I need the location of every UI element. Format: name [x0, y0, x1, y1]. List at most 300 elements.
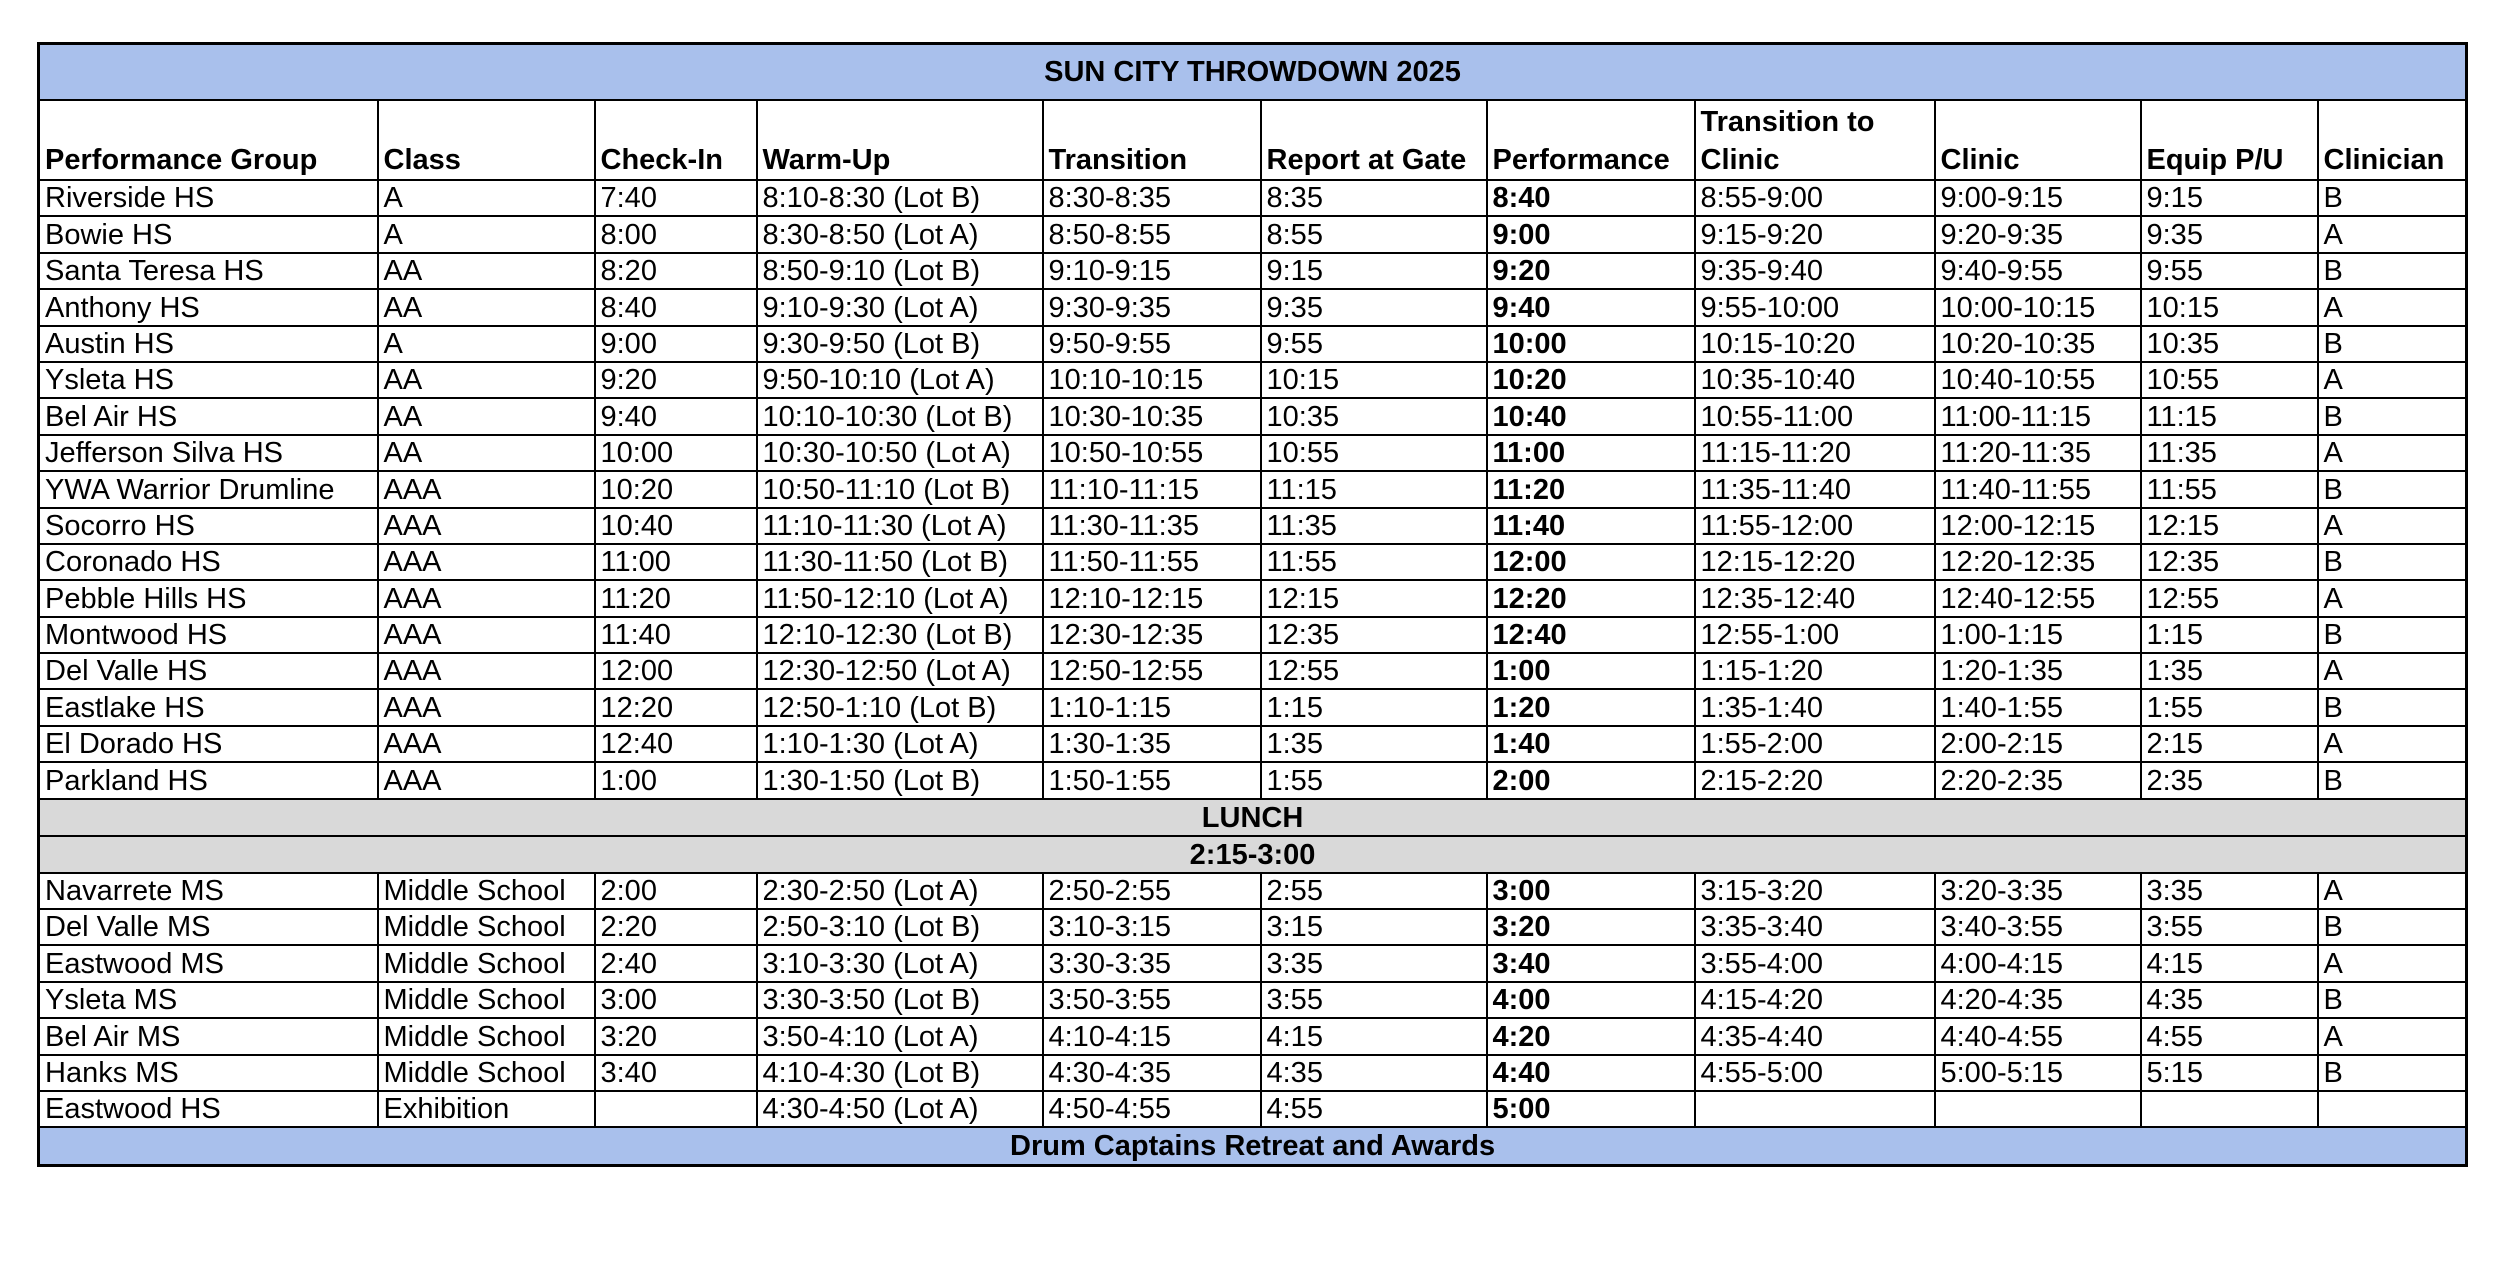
cell-class: AAA	[378, 580, 595, 616]
cell-check-in: 3:20	[595, 1018, 757, 1054]
cell-check-in: 2:40	[595, 945, 757, 981]
cell-performance-group: Eastwood HS	[39, 1091, 378, 1127]
table-row	[39, 435, 2467, 471]
cell-report-at-gate: 9:35	[1261, 289, 1487, 325]
cell-performance-group: Riverside HS	[39, 180, 378, 216]
cell-transition: 3:50-3:55	[1043, 982, 1261, 1018]
cell-performance: 12:20	[1487, 580, 1695, 616]
cell-check-in: 2:20	[595, 909, 757, 945]
cell-clinic: 11:20-11:35	[1935, 435, 2141, 471]
cell-clinician: A	[2318, 726, 2467, 762]
cell-transition-to-clinic: 2:15-2:20	[1695, 762, 1935, 798]
cell-performance: 9:40	[1487, 289, 1695, 325]
cell-transition: 4:30-4:35	[1043, 1055, 1261, 1091]
cell-performance: 2:00	[1487, 762, 1695, 798]
table-row	[39, 1091, 2467, 1127]
cell-clinic: 1:40-1:55	[1935, 689, 2141, 725]
cell-performance-group: Hanks MS	[39, 1055, 378, 1091]
cell-performance-group: Del Valle HS	[39, 653, 378, 689]
cell-transition: 1:50-1:55	[1043, 762, 1261, 798]
cell-warm-up: 9:50-10:10 (Lot A)	[757, 362, 1043, 398]
cell-check-in: 11:40	[595, 617, 757, 653]
cell-class: Exhibition	[378, 1091, 595, 1127]
cell-equip-pu: 10:55	[2141, 362, 2318, 398]
table-row	[39, 362, 2467, 398]
cell-report-at-gate: 1:55	[1261, 762, 1487, 798]
cell-equip-pu: 4:55	[2141, 1018, 2318, 1054]
cell-transition-to-clinic: 9:55-10:00	[1695, 289, 1935, 325]
cell-report-at-gate: 11:15	[1261, 471, 1487, 507]
column-header-performance-group: Performance Group	[39, 100, 378, 180]
cell-clinic: 11:00-11:15	[1935, 398, 2141, 434]
cell-clinic: 1:00-1:15	[1935, 617, 2141, 653]
cell-equip-pu: 4:35	[2141, 982, 2318, 1018]
cell-warm-up: 4:10-4:30 (Lot B)	[757, 1055, 1043, 1091]
cell-performance-group: Anthony HS	[39, 289, 378, 325]
column-header-clinician: Clinician	[2318, 100, 2467, 180]
cell-clinic: 12:00-12:15	[1935, 508, 2141, 544]
cell-equip-pu: 11:15	[2141, 398, 2318, 434]
cell-clinic: 10:40-10:55	[1935, 362, 2141, 398]
column-header-clinic: Clinic	[1935, 100, 2141, 180]
cell-check-in: 2:00	[595, 873, 757, 909]
column-header-performance: Performance	[1487, 100, 1695, 180]
cell-warm-up: 10:50-11:10 (Lot B)	[757, 471, 1043, 507]
cell-report-at-gate: 10:55	[1261, 435, 1487, 471]
cell-performance: 1:00	[1487, 653, 1695, 689]
cell-report-at-gate: 1:35	[1261, 726, 1487, 762]
cell-transition: 10:50-10:55	[1043, 435, 1261, 471]
table-row	[39, 982, 2467, 1018]
cell-transition-to-clinic	[1695, 1091, 1935, 1127]
cell-performance-group: Eastlake HS	[39, 689, 378, 725]
cell-clinician: A	[2318, 216, 2467, 252]
cell-transition: 11:30-11:35	[1043, 508, 1261, 544]
cell-transition: 8:30-8:35	[1043, 180, 1261, 216]
header-row	[39, 100, 2467, 180]
cell-performance-group: Montwood HS	[39, 617, 378, 653]
cell-warm-up: 3:10-3:30 (Lot A)	[757, 945, 1043, 981]
cell-performance: 4:20	[1487, 1018, 1695, 1054]
cell-transition: 3:30-3:35	[1043, 945, 1261, 981]
cell-performance: 12:40	[1487, 617, 1695, 653]
cell-performance-group: YWA Warrior Drumline	[39, 471, 378, 507]
cell-transition: 1:30-1:35	[1043, 726, 1261, 762]
table-row	[39, 617, 2467, 653]
cell-report-at-gate: 8:35	[1261, 180, 1487, 216]
cell-transition: 11:50-11:55	[1043, 544, 1261, 580]
cell-performance: 3:40	[1487, 945, 1695, 981]
cell-warm-up: 4:30-4:50 (Lot A)	[757, 1091, 1043, 1127]
table-row	[39, 253, 2467, 289]
cell-clinician: B	[2318, 326, 2467, 362]
cell-class: A	[378, 180, 595, 216]
cell-transition-to-clinic: 11:55-12:00	[1695, 508, 1935, 544]
cell-clinician: B	[2318, 982, 2467, 1018]
cell-transition: 8:50-8:55	[1043, 216, 1261, 252]
cell-warm-up: 11:50-12:10 (Lot A)	[757, 580, 1043, 616]
table-row	[39, 216, 2467, 252]
cell-transition: 9:10-9:15	[1043, 253, 1261, 289]
cell-clinician: A	[2318, 1018, 2467, 1054]
cell-report-at-gate: 12:55	[1261, 653, 1487, 689]
cell-check-in: 9:00	[595, 326, 757, 362]
cell-clinician	[2318, 1091, 2467, 1127]
table-row	[39, 1018, 2467, 1054]
lunch-band: LUNCH	[39, 799, 2467, 836]
cell-report-at-gate: 12:15	[1261, 580, 1487, 616]
cell-clinician: A	[2318, 873, 2467, 909]
schedule-table	[37, 42, 2468, 1167]
cell-clinician: A	[2318, 362, 2467, 398]
cell-class: AAA	[378, 689, 595, 725]
cell-performance: 3:00	[1487, 873, 1695, 909]
cell-check-in: 7:40	[595, 180, 757, 216]
cell-class: Middle School	[378, 982, 595, 1018]
cell-clinician: A	[2318, 653, 2467, 689]
cell-clinician: A	[2318, 508, 2467, 544]
cell-class: Middle School	[378, 1055, 595, 1091]
cell-check-in	[595, 1091, 757, 1127]
cell-transition: 12:10-12:15	[1043, 580, 1261, 616]
cell-equip-pu: 2:15	[2141, 726, 2318, 762]
table-row	[39, 873, 2467, 909]
cell-report-at-gate: 3:35	[1261, 945, 1487, 981]
table-row	[39, 508, 2467, 544]
cell-clinician: A	[2318, 580, 2467, 616]
cell-report-at-gate: 4:35	[1261, 1055, 1487, 1091]
cell-performance: 3:20	[1487, 909, 1695, 945]
cell-performance: 10:20	[1487, 362, 1695, 398]
cell-transition-to-clinic: 11:35-11:40	[1695, 471, 1935, 507]
cell-clinician: A	[2318, 945, 2467, 981]
cell-equip-pu: 12:35	[2141, 544, 2318, 580]
cell-warm-up: 9:30-9:50 (Lot B)	[757, 326, 1043, 362]
column-header-check-in: Check-In	[595, 100, 757, 180]
cell-clinician: B	[2318, 544, 2467, 580]
cell-performance: 8:40	[1487, 180, 1695, 216]
cell-transition-to-clinic: 1:55-2:00	[1695, 726, 1935, 762]
cell-performance-group: Parkland HS	[39, 762, 378, 798]
table-row	[39, 326, 2467, 362]
table-row	[39, 762, 2467, 798]
cell-equip-pu: 12:15	[2141, 508, 2318, 544]
cell-performance: 12:00	[1487, 544, 1695, 580]
table-row	[39, 289, 2467, 325]
cell-equip-pu: 1:15	[2141, 617, 2318, 653]
column-header-transition-to-clinic: Transition to Clinic	[1695, 100, 1935, 180]
table-row	[39, 1055, 2467, 1091]
cell-clinician: B	[2318, 1055, 2467, 1091]
cell-class: Middle School	[378, 873, 595, 909]
table-row	[39, 945, 2467, 981]
cell-transition: 4:50-4:55	[1043, 1091, 1261, 1127]
cell-transition: 4:10-4:15	[1043, 1018, 1261, 1054]
cell-warm-up: 10:30-10:50 (Lot A)	[757, 435, 1043, 471]
cell-warm-up: 11:10-11:30 (Lot A)	[757, 508, 1043, 544]
cell-performance-group: Del Valle MS	[39, 909, 378, 945]
cell-report-at-gate: 8:55	[1261, 216, 1487, 252]
cell-clinic: 4:40-4:55	[1935, 1018, 2141, 1054]
cell-transition-to-clinic: 12:35-12:40	[1695, 580, 1935, 616]
cell-report-at-gate: 4:55	[1261, 1091, 1487, 1127]
cell-clinician: B	[2318, 909, 2467, 945]
cell-equip-pu	[2141, 1091, 2318, 1127]
cell-equip-pu: 11:35	[2141, 435, 2318, 471]
column-header-warm-up: Warm-Up	[757, 100, 1043, 180]
cell-equip-pu: 3:35	[2141, 873, 2318, 909]
cell-performance-group: Austin HS	[39, 326, 378, 362]
cell-transition-to-clinic: 1:15-1:20	[1695, 653, 1935, 689]
cell-transition-to-clinic: 10:15-10:20	[1695, 326, 1935, 362]
cell-class: Middle School	[378, 909, 595, 945]
table-row	[39, 180, 2467, 216]
cell-clinic: 5:00-5:15	[1935, 1055, 2141, 1091]
cell-clinic: 3:20-3:35	[1935, 873, 2141, 909]
cell-report-at-gate: 11:35	[1261, 508, 1487, 544]
cell-class: A	[378, 216, 595, 252]
cell-check-in: 10:40	[595, 508, 757, 544]
cell-clinic: 3:40-3:55	[1935, 909, 2141, 945]
column-header-transition: Transition	[1043, 100, 1261, 180]
cell-class: AAA	[378, 471, 595, 507]
cell-performance: 9:00	[1487, 216, 1695, 252]
cell-class: AA	[378, 362, 595, 398]
cell-check-in: 3:00	[595, 982, 757, 1018]
cell-warm-up: 11:30-11:50 (Lot B)	[757, 544, 1043, 580]
cell-transition: 3:10-3:15	[1043, 909, 1261, 945]
cell-performance: 5:00	[1487, 1091, 1695, 1127]
cell-report-at-gate: 2:55	[1261, 873, 1487, 909]
cell-warm-up: 8:50-9:10 (Lot B)	[757, 253, 1043, 289]
cell-clinician: B	[2318, 471, 2467, 507]
cell-performance: 4:40	[1487, 1055, 1695, 1091]
cell-clinician: B	[2318, 398, 2467, 434]
cell-check-in: 3:40	[595, 1055, 757, 1091]
cell-transition-to-clinic: 3:55-4:00	[1695, 945, 1935, 981]
cell-class: AA	[378, 289, 595, 325]
cell-class: AAA	[378, 617, 595, 653]
cell-clinician: A	[2318, 435, 2467, 471]
cell-check-in: 8:00	[595, 216, 757, 252]
cell-report-at-gate: 9:15	[1261, 253, 1487, 289]
cell-clinic	[1935, 1091, 2141, 1127]
cell-transition-to-clinic: 12:55-1:00	[1695, 617, 1935, 653]
cell-report-at-gate: 11:55	[1261, 544, 1487, 580]
cell-report-at-gate: 12:35	[1261, 617, 1487, 653]
cell-performance: 9:20	[1487, 253, 1695, 289]
cell-clinic: 12:40-12:55	[1935, 580, 2141, 616]
column-header-report-at-gate: Report at Gate	[1261, 100, 1487, 180]
cell-report-at-gate: 9:55	[1261, 326, 1487, 362]
cell-transition-to-clinic: 3:15-3:20	[1695, 873, 1935, 909]
cell-performance-group: Coronado HS	[39, 544, 378, 580]
cell-warm-up: 8:30-8:50 (Lot A)	[757, 216, 1043, 252]
cell-clinic: 4:00-4:15	[1935, 945, 2141, 981]
cell-report-at-gate: 3:55	[1261, 982, 1487, 1018]
cell-transition: 12:50-12:55	[1043, 653, 1261, 689]
cell-performance-group: Bel Air MS	[39, 1018, 378, 1054]
column-header-class: Class	[378, 100, 595, 180]
cell-transition-to-clinic: 4:55-5:00	[1695, 1055, 1935, 1091]
cell-transition-to-clinic: 8:55-9:00	[1695, 180, 1935, 216]
table-row	[39, 909, 2467, 945]
cell-performance-group: Bel Air HS	[39, 398, 378, 434]
cell-class: Middle School	[378, 945, 595, 981]
cell-check-in: 12:20	[595, 689, 757, 725]
cell-transition: 9:50-9:55	[1043, 326, 1261, 362]
cell-transition-to-clinic: 12:15-12:20	[1695, 544, 1935, 580]
cell-check-in: 9:20	[595, 362, 757, 398]
cell-check-in: 9:40	[595, 398, 757, 434]
cell-class: AAA	[378, 653, 595, 689]
cell-warm-up: 8:10-8:30 (Lot B)	[757, 180, 1043, 216]
table-row	[39, 726, 2467, 762]
cell-performance: 1:20	[1487, 689, 1695, 725]
cell-performance-group: Pebble Hills HS	[39, 580, 378, 616]
cell-report-at-gate: 10:15	[1261, 362, 1487, 398]
cell-performance-group: Socorro HS	[39, 508, 378, 544]
cell-transition-to-clinic: 9:15-9:20	[1695, 216, 1935, 252]
cell-warm-up: 9:10-9:30 (Lot A)	[757, 289, 1043, 325]
cell-class: Middle School	[378, 1018, 595, 1054]
cell-equip-pu: 1:35	[2141, 653, 2318, 689]
cell-class: AAA	[378, 508, 595, 544]
cell-equip-pu: 5:15	[2141, 1055, 2318, 1091]
cell-transition: 12:30-12:35	[1043, 617, 1261, 653]
cell-check-in: 8:20	[595, 253, 757, 289]
cell-warm-up: 1:10-1:30 (Lot A)	[757, 726, 1043, 762]
cell-transition-to-clinic: 10:35-10:40	[1695, 362, 1935, 398]
cell-report-at-gate: 3:15	[1261, 909, 1487, 945]
cell-equip-pu: 9:35	[2141, 216, 2318, 252]
cell-check-in: 8:40	[595, 289, 757, 325]
cell-clinic: 2:20-2:35	[1935, 762, 2141, 798]
table-row	[39, 471, 2467, 507]
cell-transition-to-clinic: 10:55-11:00	[1695, 398, 1935, 434]
cell-check-in: 11:20	[595, 580, 757, 616]
lunch-time-band: 2:15-3:00	[39, 836, 2467, 873]
cell-equip-pu: 2:35	[2141, 762, 2318, 798]
cell-clinician: A	[2318, 289, 2467, 325]
cell-equip-pu: 10:35	[2141, 326, 2318, 362]
cell-transition-to-clinic: 3:35-3:40	[1695, 909, 1935, 945]
schedule-title: SUN CITY THROWDOWN 2025	[39, 44, 2467, 101]
cell-performance: 11:00	[1487, 435, 1695, 471]
cell-warm-up: 12:30-12:50 (Lot A)	[757, 653, 1043, 689]
cell-check-in: 10:20	[595, 471, 757, 507]
cell-class: AA	[378, 435, 595, 471]
cell-equip-pu: 4:15	[2141, 945, 2318, 981]
cell-warm-up: 2:30-2:50 (Lot A)	[757, 873, 1043, 909]
cell-check-in: 12:40	[595, 726, 757, 762]
cell-check-in: 11:00	[595, 544, 757, 580]
cell-transition: 10:10-10:15	[1043, 362, 1261, 398]
cell-transition: 10:30-10:35	[1043, 398, 1261, 434]
cell-performance: 1:40	[1487, 726, 1695, 762]
cell-clinic: 9:40-9:55	[1935, 253, 2141, 289]
cell-transition: 9:30-9:35	[1043, 289, 1261, 325]
cell-report-at-gate: 1:15	[1261, 689, 1487, 725]
cell-equip-pu: 12:55	[2141, 580, 2318, 616]
cell-clinic: 11:40-11:55	[1935, 471, 2141, 507]
cell-performance: 10:00	[1487, 326, 1695, 362]
cell-equip-pu: 11:55	[2141, 471, 2318, 507]
cell-transition-to-clinic: 9:35-9:40	[1695, 253, 1935, 289]
cell-performance: 4:00	[1487, 982, 1695, 1018]
cell-performance-group: Ysleta HS	[39, 362, 378, 398]
table-row	[39, 689, 2467, 725]
cell-warm-up: 3:50-4:10 (Lot A)	[757, 1018, 1043, 1054]
cell-class: AAA	[378, 544, 595, 580]
cell-warm-up: 12:10-12:30 (Lot B)	[757, 617, 1043, 653]
cell-performance-group: Ysleta MS	[39, 982, 378, 1018]
table-row	[39, 398, 2467, 434]
cell-clinic: 2:00-2:15	[1935, 726, 2141, 762]
column-header-equip-pu: Equip P/U	[2141, 100, 2318, 180]
cell-equip-pu: 9:15	[2141, 180, 2318, 216]
table-row	[39, 580, 2467, 616]
cell-class: AAA	[378, 762, 595, 798]
cell-class: AA	[378, 398, 595, 434]
table-row	[39, 544, 2467, 580]
cell-clinic: 1:20-1:35	[1935, 653, 2141, 689]
cell-clinic: 12:20-12:35	[1935, 544, 2141, 580]
cell-warm-up: 2:50-3:10 (Lot B)	[757, 909, 1043, 945]
cell-transition-to-clinic: 1:35-1:40	[1695, 689, 1935, 725]
cell-performance: 10:40	[1487, 398, 1695, 434]
cell-clinic: 9:20-9:35	[1935, 216, 2141, 252]
cell-check-in: 12:00	[595, 653, 757, 689]
cell-clinician: B	[2318, 180, 2467, 216]
cell-transition-to-clinic: 11:15-11:20	[1695, 435, 1935, 471]
cell-clinician: B	[2318, 689, 2467, 725]
cell-performance-group: Bowie HS	[39, 216, 378, 252]
cell-clinician: B	[2318, 762, 2467, 798]
cell-class: A	[378, 326, 595, 362]
cell-performance-group: Santa Teresa HS	[39, 253, 378, 289]
cell-report-at-gate: 10:35	[1261, 398, 1487, 434]
cell-check-in: 1:00	[595, 762, 757, 798]
cell-clinician: B	[2318, 253, 2467, 289]
cell-clinic: 4:20-4:35	[1935, 982, 2141, 1018]
cell-warm-up: 10:10-10:30 (Lot B)	[757, 398, 1043, 434]
cell-equip-pu: 10:15	[2141, 289, 2318, 325]
cell-transition: 2:50-2:55	[1043, 873, 1261, 909]
cell-class: AA	[378, 253, 595, 289]
cell-class: AAA	[378, 726, 595, 762]
cell-transition-to-clinic: 4:15-4:20	[1695, 982, 1935, 1018]
cell-warm-up: 1:30-1:50 (Lot B)	[757, 762, 1043, 798]
cell-check-in: 10:00	[595, 435, 757, 471]
cell-transition-to-clinic: 4:35-4:40	[1695, 1018, 1935, 1054]
cell-performance-group: Eastwood MS	[39, 945, 378, 981]
cell-performance: 11:20	[1487, 471, 1695, 507]
cell-equip-pu: 3:55	[2141, 909, 2318, 945]
table-row	[39, 653, 2467, 689]
cell-performance-group: Navarrete MS	[39, 873, 378, 909]
cell-transition: 11:10-11:15	[1043, 471, 1261, 507]
cell-clinic: 10:20-10:35	[1935, 326, 2141, 362]
cell-performance: 11:40	[1487, 508, 1695, 544]
cell-equip-pu: 9:55	[2141, 253, 2318, 289]
cell-equip-pu: 1:55	[2141, 689, 2318, 725]
cell-clinic: 9:00-9:15	[1935, 180, 2141, 216]
cell-clinic: 10:00-10:15	[1935, 289, 2141, 325]
cell-transition: 1:10-1:15	[1043, 689, 1261, 725]
cell-clinician: B	[2318, 617, 2467, 653]
cell-performance-group: El Dorado HS	[39, 726, 378, 762]
